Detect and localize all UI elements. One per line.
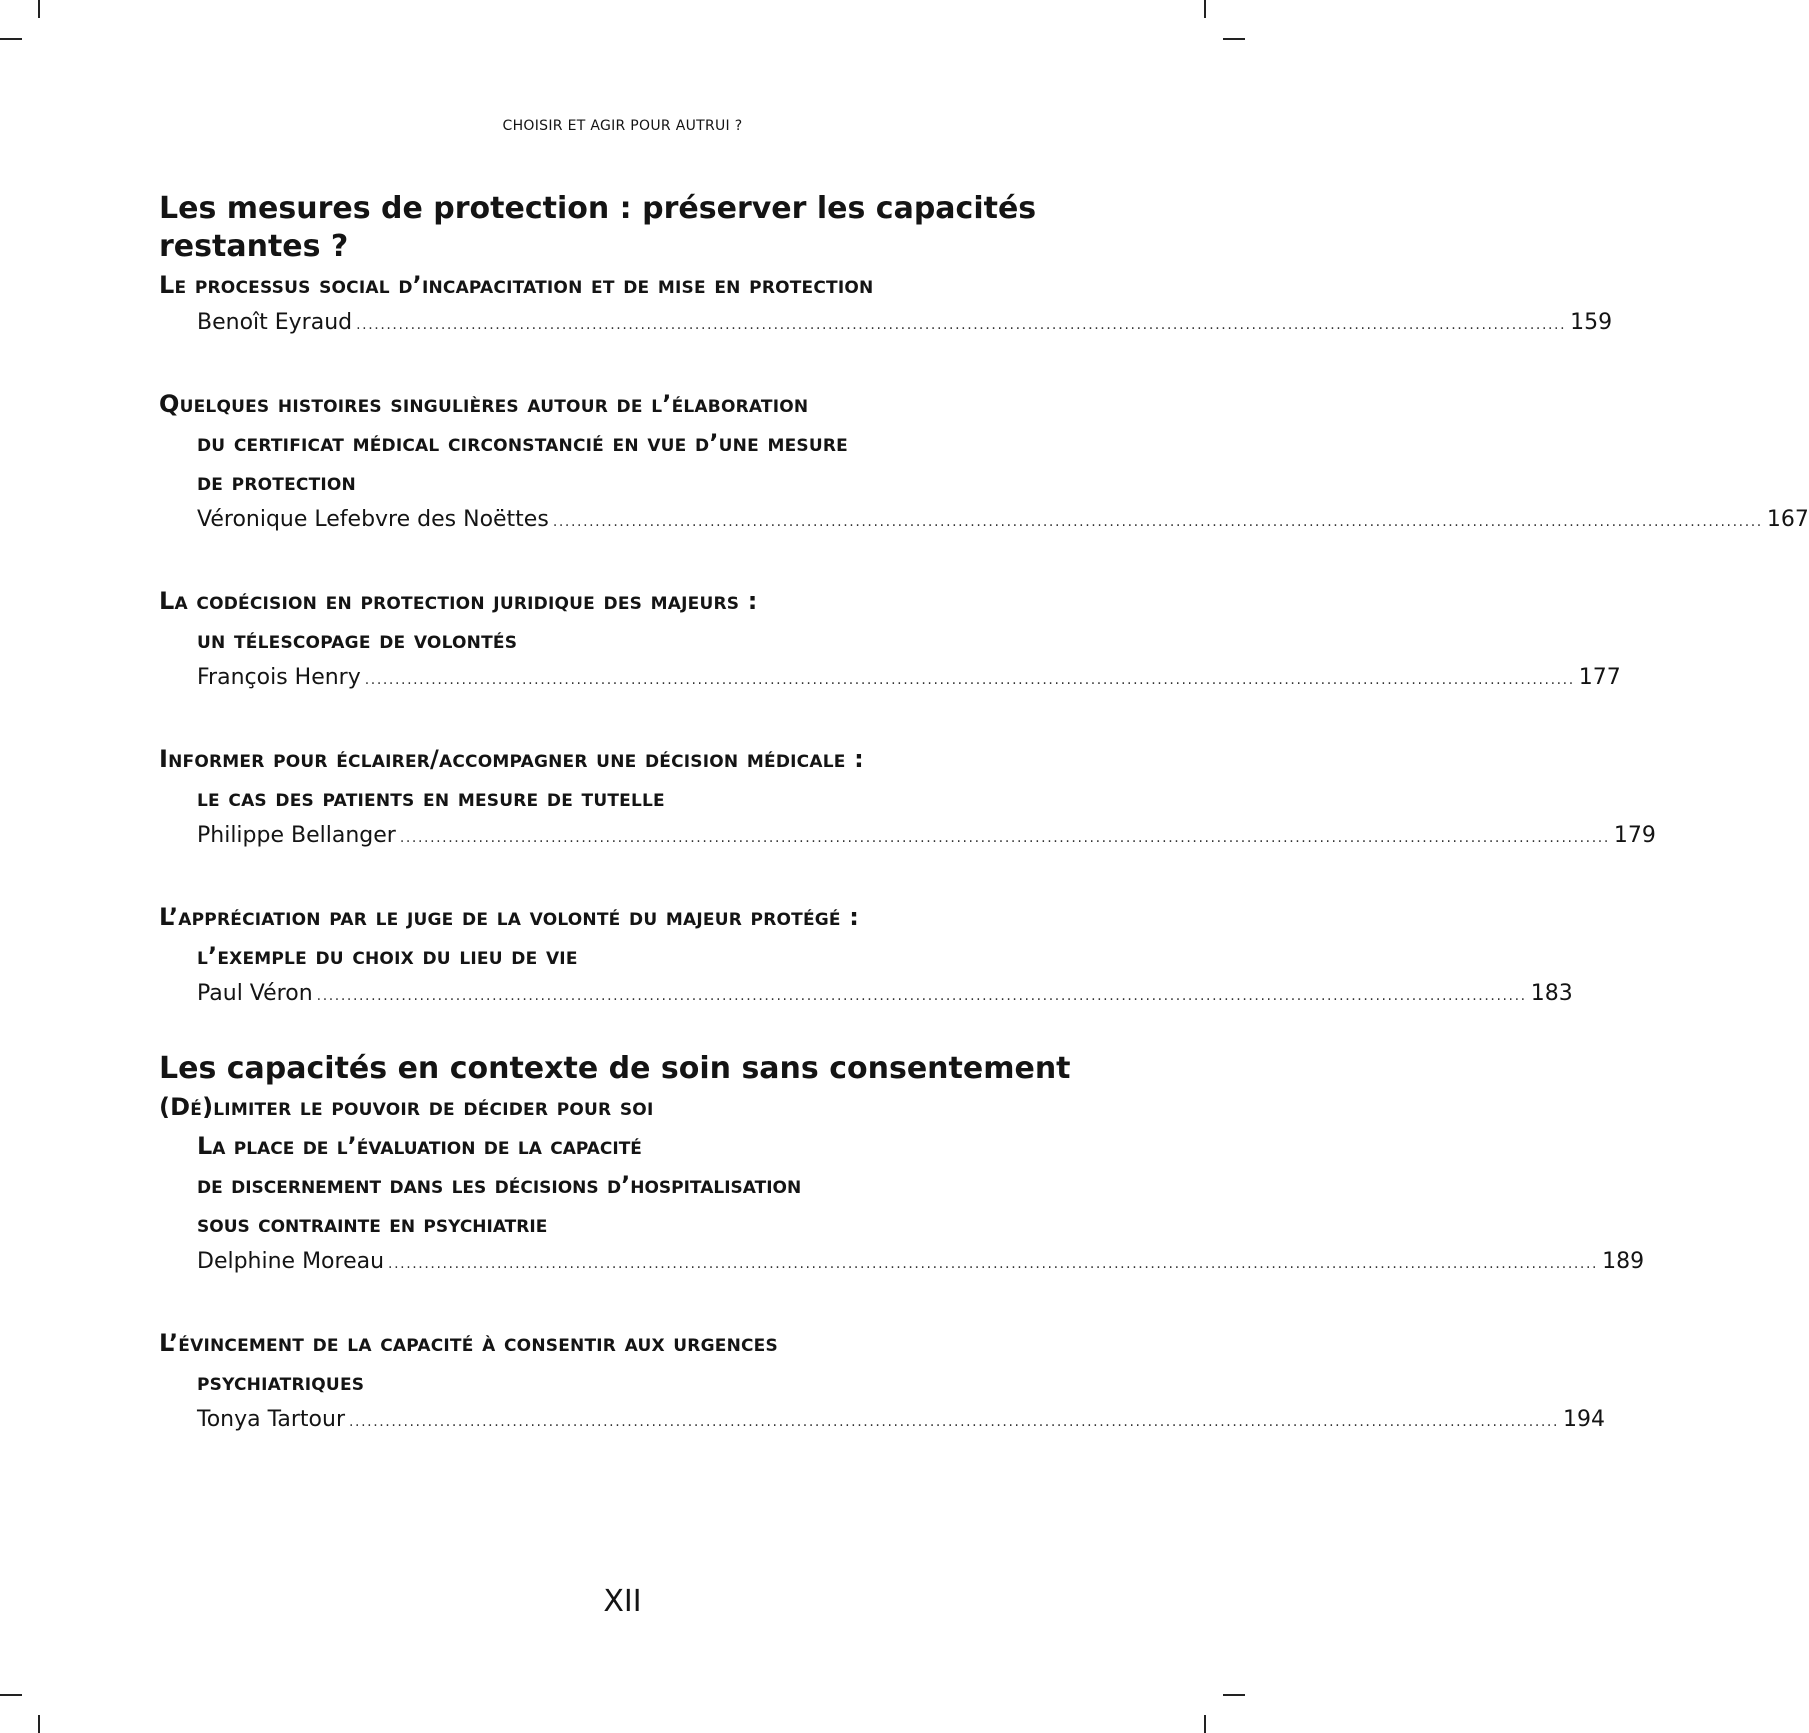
article-title-line: sous contrainte en psychiatrie	[197, 1210, 548, 1238]
leader-dots: ........................................................................................................................................................................................................	[364, 672, 1575, 688]
part-title-line: restantes ?	[159, 229, 349, 264]
author-line	[159, 1402, 1606, 1440]
article-title-line: La codécision en protection juridique des majeurs :	[159, 587, 758, 615]
toc-entry[interactable]	[159, 1324, 1606, 1440]
crop-mark	[38, 1715, 40, 1733]
crop-mark	[1223, 1694, 1245, 1696]
article-title	[159, 266, 1089, 305]
crop-mark	[38, 0, 40, 18]
section-title-line: (Dé)limiter le pouvoir de décider pour soi	[159, 1093, 654, 1121]
toc-entry[interactable]	[159, 385, 1809, 540]
article-title	[159, 740, 1089, 818]
article-title-line: un télescopage de volontés	[197, 626, 518, 654]
page-number: 177	[1578, 665, 1621, 690]
crop-mark	[1204, 0, 1206, 18]
author-name: Tonya Tartour	[197, 1407, 345, 1432]
article-title	[159, 385, 1089, 502]
author-name: Benoît Eyraud	[197, 310, 353, 335]
article-title-line: de discernement dans les décisions d’hospitalisation	[197, 1171, 802, 1199]
author-line	[159, 818, 1656, 856]
running-head: CHOISIR ET AGIR POUR AUTRUI ?	[502, 118, 743, 134]
table-of-contents	[159, 190, 1809, 1440]
toc-entry[interactable]	[159, 1088, 1645, 1282]
article-title-line: Informer pour éclairer/accompagner une décision médicale :	[159, 745, 864, 773]
article-title-line: Le processus social d’incapacitation et de mise en protection	[159, 271, 874, 299]
toc-entry[interactable]	[159, 582, 1621, 698]
author-line	[159, 976, 1573, 1014]
author-line	[159, 1244, 1645, 1282]
article-title-line: L’appréciation par le juge de la volonté du majeur protégé :	[159, 903, 860, 931]
author-line	[159, 502, 1809, 540]
leader-dots: ........................................................................................................................................................................................................	[349, 1414, 1560, 1430]
article-title-line: psychiatriques	[197, 1368, 365, 1396]
page-folio: XII	[603, 1584, 642, 1619]
leader-dots: ........................................................................................................................................................................................................	[356, 317, 1567, 333]
page-number: 167	[1766, 507, 1809, 532]
toc-entry[interactable]	[159, 740, 1656, 856]
article-title	[159, 582, 1089, 660]
author-name: François Henry	[197, 665, 361, 690]
page-number: 194	[1563, 1407, 1606, 1432]
page-number: 159	[1570, 310, 1613, 335]
toc-entry[interactable]	[159, 898, 1573, 1014]
article-title-line: l’exemple du choix du lieu de vie	[197, 942, 578, 970]
crop-mark	[0, 38, 22, 40]
author-line	[159, 305, 1613, 343]
crop-mark	[1223, 38, 1245, 40]
part-title	[159, 1050, 1089, 1088]
leader-dots: ........................................................................................................................................................................................................	[399, 830, 1610, 846]
page-number: 179	[1613, 823, 1656, 848]
section-title	[159, 1088, 1089, 1127]
author-name: Delphine Moreau	[197, 1249, 385, 1274]
article-title	[159, 1324, 1089, 1402]
article-title-line: L’évincement de la capacité à consentir aux urgences	[159, 1329, 778, 1357]
author-name: Philippe Bellanger	[197, 823, 396, 848]
leader-dots: ........................................................................................................................................................................................................	[552, 514, 1763, 530]
author-name: Véronique Lefebvre des Noëttes	[197, 507, 549, 532]
leader-dots: ........................................................................................................................................................................................................	[388, 1256, 1599, 1272]
article-title-line: Quelques histoires singulières autour de l’élaboration	[159, 390, 809, 418]
page-number: 183	[1530, 981, 1573, 1006]
part-title-line: Les mesures de protection : préserver les capacités	[159, 191, 1037, 226]
article-title-line: du certificat médical circonstancié en vue d’une mesure	[197, 429, 848, 457]
leader-dots: ........................................................................................................................................................................................................	[316, 988, 1527, 1004]
article-title	[159, 1127, 1089, 1244]
author-name: Paul Véron	[197, 981, 313, 1006]
author-line	[159, 660, 1621, 698]
crop-mark	[0, 1694, 22, 1696]
crop-mark	[1204, 1715, 1206, 1733]
article-title	[159, 898, 1089, 976]
toc-entry[interactable]	[159, 266, 1613, 343]
part-title-line: Les capacités en contexte de soin sans consentement	[159, 1051, 1071, 1086]
part-title	[159, 190, 1089, 266]
article-title-line: le cas des patients en mesure de tutelle	[197, 784, 665, 812]
article-title-line: de protection	[197, 468, 356, 496]
article-title-line: La place de l’évaluation de la capacité	[197, 1132, 642, 1160]
page-number: 189	[1602, 1249, 1645, 1274]
